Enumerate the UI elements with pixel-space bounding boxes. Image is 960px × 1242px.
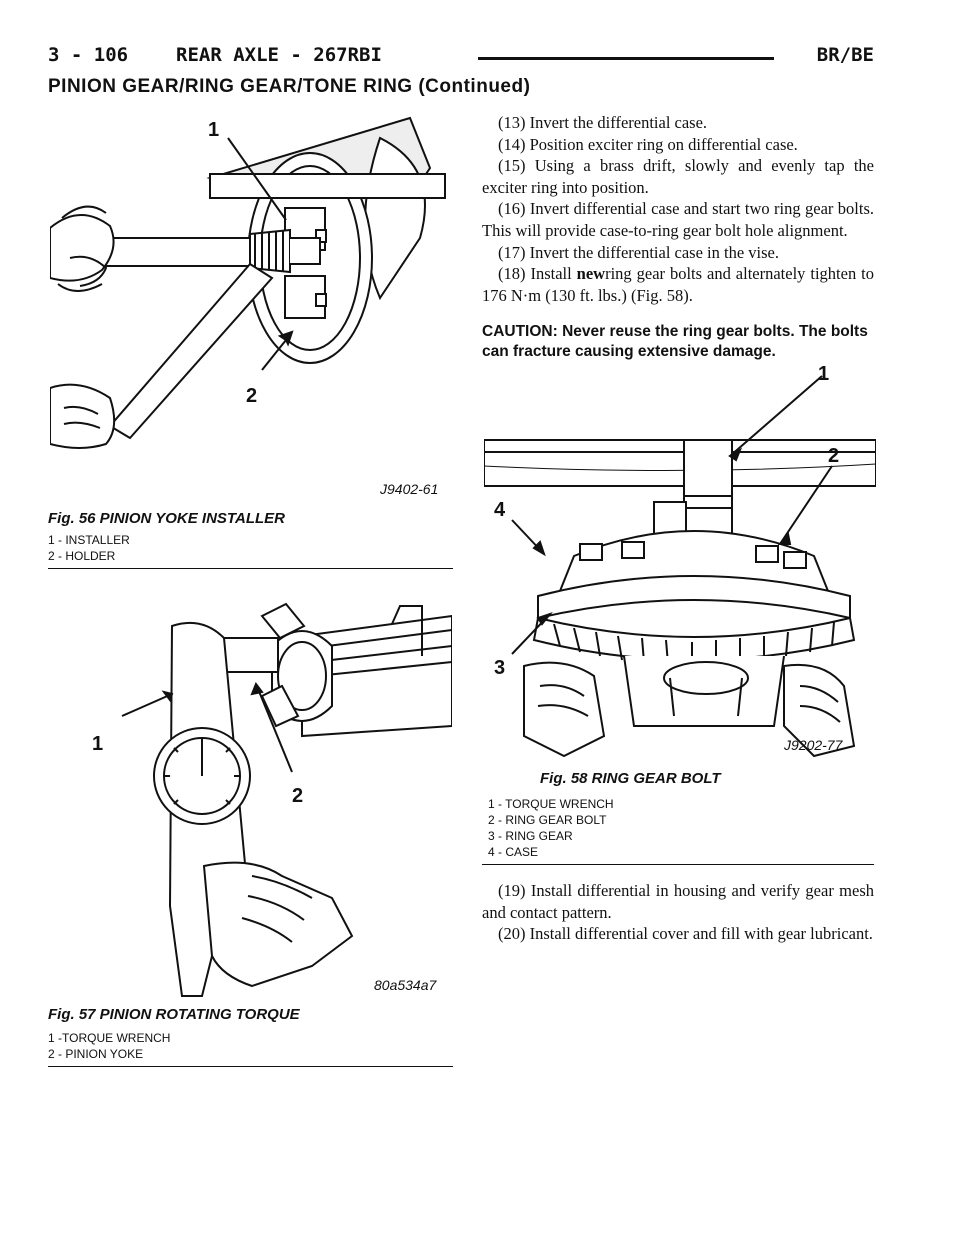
fig58-illustration — [484, 356, 876, 768]
fig56-id: J9402-61 — [380, 481, 439, 497]
step-19: (19) Install differential in housing and verify gear mesh and contact pattern. — [482, 881, 874, 922]
fig56-callout-2: 2 — [246, 385, 258, 407]
fig57-legend-item: 1 -TORQUE WRENCH — [48, 1031, 171, 1045]
fig56-legend — [48, 532, 130, 564]
procedure-steps-final — [482, 880, 874, 945]
fig58-id: J9202-77 — [784, 737, 843, 753]
step-18-suffix: ring gear bolts and alternately tighten to 176 N·m (130 ft. lbs.) (Fig. 58). — [482, 264, 875, 305]
step-18-prefix: (18) Install — [498, 264, 577, 284]
fig57-callout-2: 2 — [292, 785, 304, 807]
fig58-callout-3: 3 — [494, 657, 506, 679]
fig56-illustration — [50, 108, 452, 500]
step-18 — [482, 263, 874, 306]
fig57-divider — [48, 1066, 453, 1067]
fig58-legend-item: 4 - CASE — [488, 845, 539, 859]
procedure-steps — [482, 112, 874, 306]
fig56-legend-item: 1 - INSTALLER — [48, 533, 130, 547]
fig58-legend — [488, 796, 614, 860]
step-17: (17) Invert the differential case in the vise. — [498, 242, 779, 262]
fig58-callout-1: 1 — [818, 363, 830, 385]
fig58-callout-4: 4 — [494, 499, 506, 521]
section-name: REAR AXLE - 267RBI — [176, 44, 382, 66]
fig56-legend-item: 2 - HOLDER — [48, 549, 116, 563]
fig58-legend-item: 1 - TORQUE WRENCH — [488, 797, 614, 811]
step-13: (13) Invert the differential case. — [498, 113, 708, 132]
step-14: (14) Position exciter ring on differential case. — [498, 134, 798, 154]
fig58-legend-item: 3 - RING GEAR — [488, 829, 573, 843]
step-20: (20) Install differential cover and fill with gear lubricant. — [498, 924, 873, 944]
step-18-emphasis: new — [576, 264, 606, 284]
model-code: BR/BE — [816, 44, 874, 66]
fig57-legend — [48, 1030, 170, 1062]
fig57-caption: Fig. 57 PINION ROTATING TORQUE — [48, 1006, 300, 1023]
page-number: 3 - 106 — [48, 44, 129, 66]
step-16: (16) Invert differential case and start two ring gear bolts. This will provide case-to-ring gear bolt hole alignment. — [482, 199, 874, 240]
fig57-illustration — [52, 576, 452, 1000]
fig56-caption: Fig. 56 PINION YOKE INSTALLER — [48, 510, 285, 527]
fig58-caption: Fig. 58 RING GEAR BOLT — [540, 770, 721, 787]
running-header — [48, 44, 874, 74]
fig57-legend-item: 2 - PINION YOKE — [48, 1047, 144, 1061]
fig58-divider — [482, 864, 874, 865]
section-title: PINION GEAR/RING GEAR/TONE RING (Continued) — [48, 76, 531, 97]
fig56-callout-1: 1 — [208, 119, 220, 141]
fig57-id: 80a534a7 — [374, 977, 437, 993]
caution-note: CAUTION: Never reuse the ring gear bolts. The bolts can fracture causing extensive damage. — [482, 323, 868, 360]
header-rule — [478, 57, 774, 60]
fig56-divider — [48, 568, 453, 569]
step-15: (15) Using a brass drift, slowly and evenly tap the exciter ring into position. — [482, 156, 874, 197]
fig58-callout-2: 2 — [828, 445, 840, 467]
fig57-callout-1: 1 — [92, 733, 104, 755]
fig58-legend-item: 2 - RING GEAR BOLT — [488, 813, 607, 827]
